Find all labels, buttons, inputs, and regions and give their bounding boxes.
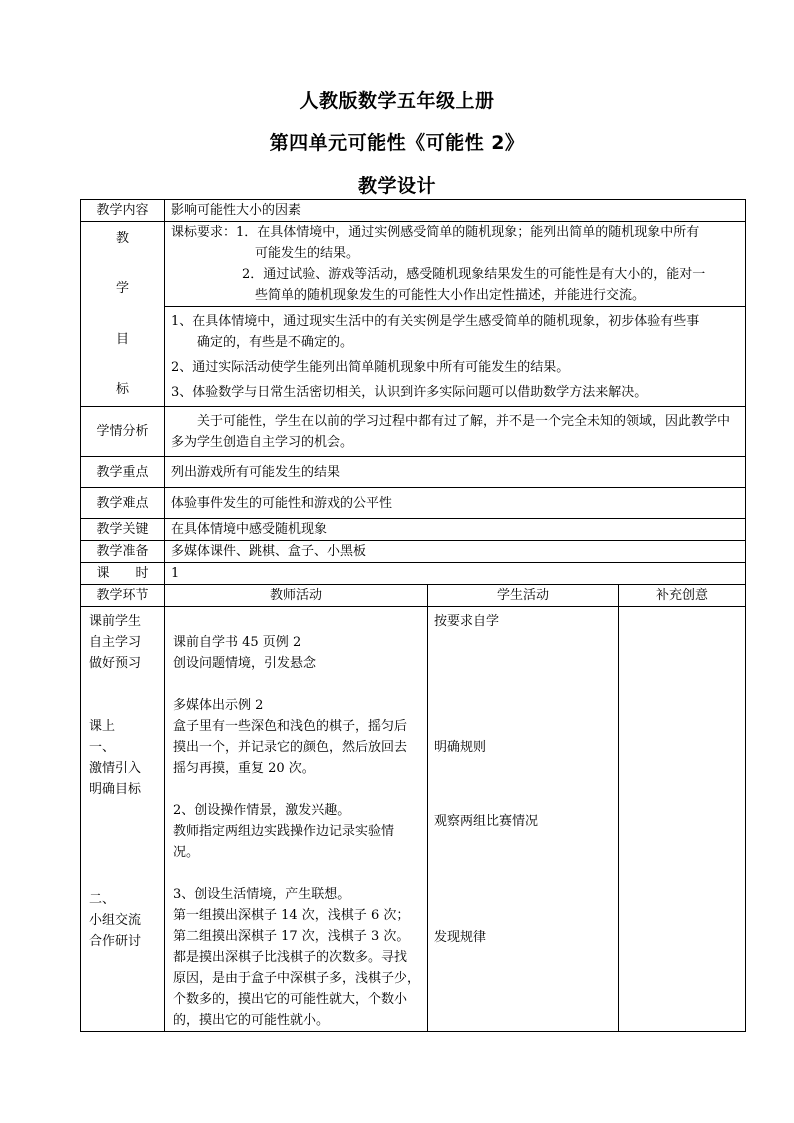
prep-value: 多媒体课件、跳棋、盒子、小黑板 [165,541,746,563]
process-header-row [81,585,746,607]
teacher-text: 摇匀再摸，重复 20 次。 [173,761,315,776]
header-extra: 补充创意 [619,585,746,607]
objectives-row [81,307,746,407]
hours-row [81,563,746,585]
difficulty-label: 教学难点 [81,488,165,519]
objective-line: 1、在具体情境中，通过现实生活中的有关实例是学生感受简单的随机现象，初步体验有些事 [171,313,700,329]
doc-subtitle: 第四单元可能性《可能性 2》 [269,132,525,154]
prep-label: 教学准备 [81,541,165,563]
difficulty-row [81,488,746,519]
teacher-text: 摸出一个，并记录它的颜色，然后放回去 [173,740,408,755]
teacher-text: 况。 [173,845,200,860]
lesson-plan-table [80,199,746,1032]
student-text: 观察两组比赛情况 [434,814,539,829]
teacher-text: 多媒体出示例 2 [173,698,264,713]
content-label: 教学内容 [81,200,165,222]
student-text: 按要求自学 [434,614,500,629]
teacher-text: 教师指定两组边实践操作边记录实验情 [173,824,395,839]
stage-column [81,607,165,1032]
student-column [428,607,619,1032]
process-body-row [81,607,746,1032]
header-stage: 教学环节 [81,585,165,607]
goals-label-char: 学 [115,281,129,297]
teacher-text: 第二组摸出深棋子 17 次，浅棋子 3 次。 [173,929,410,944]
stage-text: 自主学习 [89,635,142,650]
curriculum-line: 2．通过试验、游戏等活动，感受随机现象结果发生的可能性是有大小的，能对一 [242,267,706,282]
stage-text: 明确目标 [89,782,142,797]
stage-text: 做好预习 [89,656,142,671]
difficulty-value: 体验事件发生的可能性和游戏的公平性 [165,488,746,519]
teacher-text: 盒子里有一些深色和浅色的棋子，摇匀后 [173,719,408,734]
curriculum-row [81,222,746,307]
goals-label [81,222,165,407]
goals-label-char: 目 [115,331,129,347]
student-text: 发现规律 [434,930,487,945]
content-row [81,200,746,222]
teacher-text: 创设问题情境，引发悬念 [173,656,317,671]
stage-text: 课上 [89,719,116,734]
teacher-text: 2、创设操作情景，激发兴趣。 [173,803,351,818]
prep-row [81,541,746,563]
goals-label-char: 标 [115,381,129,397]
goals-label-char: 教 [115,231,129,246]
keypoint-label: 教学重点 [81,457,165,488]
curriculum-line: 课标要求：1．在具体情境中，通过实例感受简单的随机现象；能列出简单的随机现象中所有 [171,225,700,240]
keypoint-row [81,457,746,488]
curriculum-line: 可能发生的结果。 [255,246,360,261]
header-student: 学生活动 [428,585,619,607]
stage-text: 小组交流 [89,913,142,928]
keypoint-value: 列出游戏所有可能发生的结果 [165,457,746,488]
objective-line: 3、体验数学与日常生活密切相关，认识到许多实际问题可以借助数学方法来解决。 [171,384,648,400]
stage-text: 二、 [89,892,116,907]
teacher-column [165,607,428,1032]
doc-title: 人教版数学五年级上册 [299,90,495,112]
teacher-text: 课前自学书 45 页例 2 [173,635,302,650]
objective-line: 确定的，有些是不确定的。 [197,334,354,350]
objectives [165,307,746,407]
header-teacher: 教师活动 [165,585,428,607]
objective-line: 2、通过实际活动使学生能列出简单随机现象中所有可能发生的结果。 [171,359,570,375]
teacher-text: 3、创设生活情境，产生联想。 [173,887,351,902]
teacher-text: 的，摸出它的可能性就小。 [173,1013,330,1028]
analysis-value: 关于可能性，学生在以前的学习过程中都有过了解，并不是一个完全未知的领域，因此教学中多为学生创造自主学习的机会。 [165,407,746,457]
teacher-text: 原因，是由于盒子中深棋子多，浅棋子少， [173,971,421,986]
hours-value: 1 [165,563,746,585]
stage-text: 激情引入 [89,761,142,776]
analysis-row [81,407,746,457]
teacher-text: 都是摸出深棋子比浅棋子的次数多。寻找 [173,950,408,965]
teacher-text: 第一组摸出深棋子 14 次，浅棋子 6 次； [173,908,410,923]
student-text: 明确规则 [434,740,487,755]
key-value: 在具体情境中感受随机现象 [165,519,746,541]
stage-text: 合作研讨 [89,934,142,949]
key-row [81,519,746,541]
curriculum-line: 些简单的随机现象发生的可能性大小作出定性描述，并能进行交流。 [255,288,646,303]
extra-column [619,607,746,1032]
content-value: 影响可能性大小的因素 [165,200,746,222]
stage-text: 课前学生 [89,614,142,629]
stage-text: 一、 [89,740,116,755]
teacher-text: 个数多的，摸出它的可能性就大，个数小 [173,992,408,1007]
doc-heading: 教学设计 [357,175,436,197]
key-label: 教学关键 [81,519,165,541]
analysis-label: 学情分析 [81,407,165,457]
curriculum-requirements [165,222,746,307]
hours-label: 课 时 [81,563,165,585]
